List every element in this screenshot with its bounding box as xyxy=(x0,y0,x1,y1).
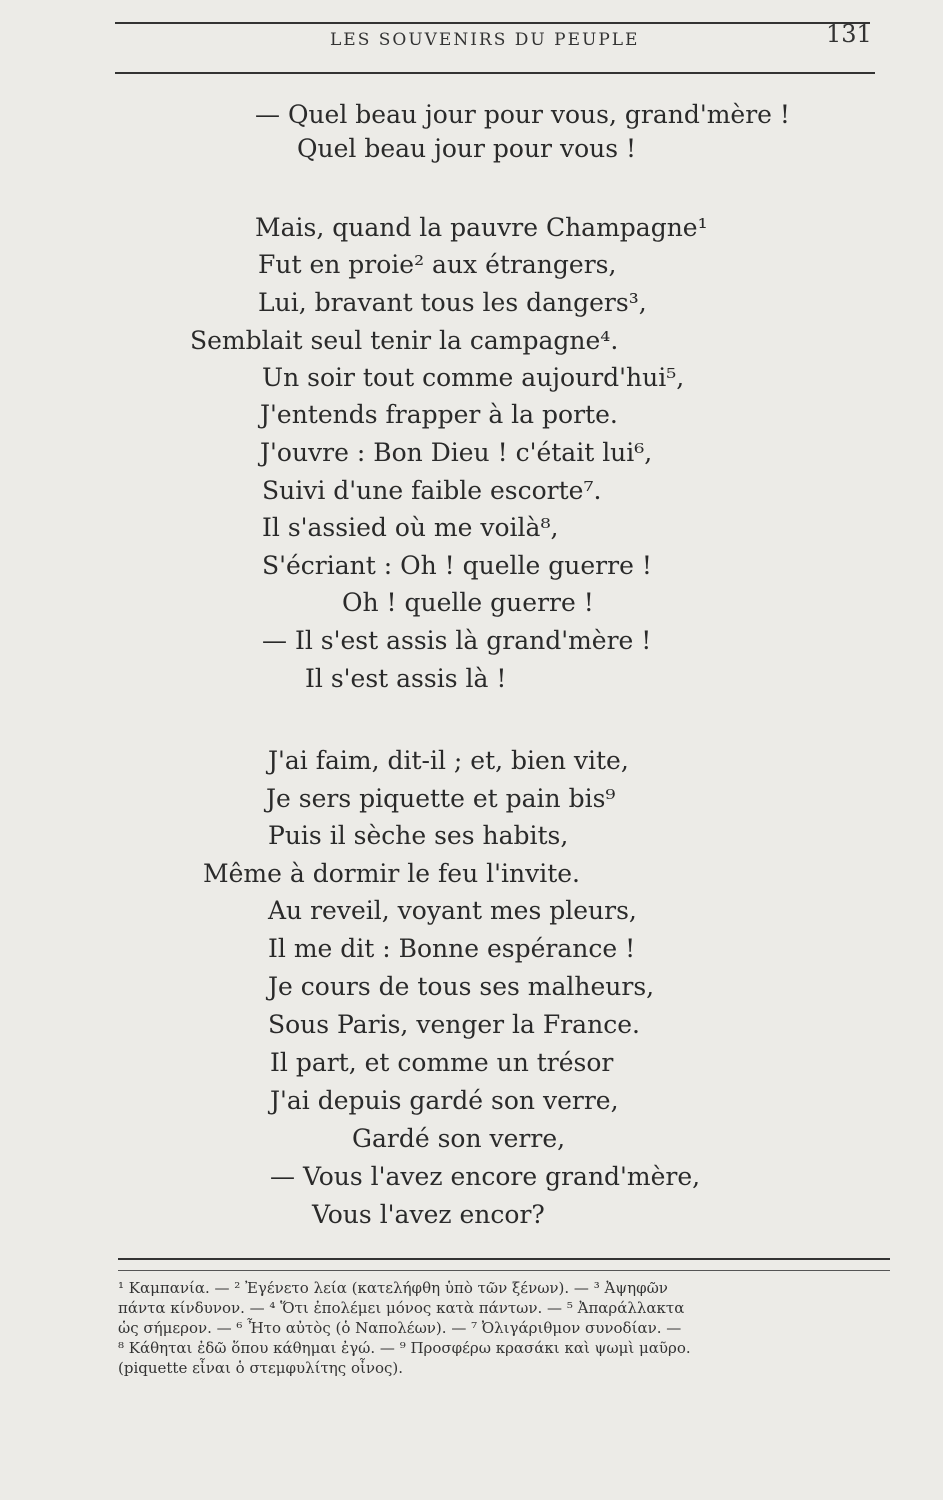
poem-line: J'ai faim, dit-il ; et, bien vite, xyxy=(268,746,629,775)
poem-line: J'ouvre : Bon Dieu ! c'était lui⁶, xyxy=(260,438,653,467)
footnote-rule xyxy=(118,1258,890,1260)
poem-line: — Quel beau jour pour vous, grand'mère ! xyxy=(255,100,790,129)
footnote-line: ¹ Καμπανία. — ² Ἐγένετο λεία (κατελήφθη ὑπὸ τῶν ξένων). — ³ Ἀψηφῶν xyxy=(118,1279,668,1297)
poem-line: Semblait seul tenir la campagne⁴. xyxy=(190,326,619,355)
poem-line: Fut en proie² aux étrangers, xyxy=(258,250,617,279)
poem-line: Vous l'avez encor? xyxy=(312,1200,545,1229)
header-top-rule xyxy=(115,22,870,24)
poem-line: J'entends frapper à la porte. xyxy=(260,400,618,429)
poem-line: Il s'assied où me voilà⁸, xyxy=(262,513,559,542)
poem-line: — Vous l'avez encore grand'mère, xyxy=(270,1162,701,1191)
poem-line: Il s'est assis là ! xyxy=(305,664,507,693)
poem-line: Puis il sèche ses habits, xyxy=(268,821,569,850)
poem-line: Gardé son verre, xyxy=(352,1124,566,1153)
header-bottom-rule xyxy=(115,72,875,74)
running-title: LES SOUVENIRS DU PEUPLE xyxy=(330,30,640,50)
footnote-line: πάντα κίνδυνον. — ⁴ Ὅτι ἐπολέμει μόνος κατὰ πάντων. — ⁵ Ἀπαράλλακτα xyxy=(118,1299,685,1317)
page-number: 131 xyxy=(826,20,872,48)
footnote-line: ⁸ Κάθηται ἐδῶ ὅπου κάθημαι ἐγώ. — ⁹ Προσφέρω κρασάκι καὶ ψωμὶ μαῦρο. xyxy=(118,1339,691,1357)
poem-line: Je sers piquette et pain bis⁹ xyxy=(266,784,616,813)
footnotes xyxy=(118,1278,898,1378)
poem-line: Un soir tout comme aujourd'hui⁵, xyxy=(262,363,685,392)
poem-line: Quel beau jour pour vous ! xyxy=(297,134,637,163)
poem-line: Mais, quand la pauvre Champagne¹ xyxy=(255,213,708,242)
poem-line: Je cours de tous ses malheurs, xyxy=(268,972,655,1001)
poem-line: Lui, bravant tous les dangers³, xyxy=(258,288,647,317)
poem-line: J'ai depuis gardé son verre, xyxy=(270,1086,619,1115)
poem-line: Sous Paris, venger la France. xyxy=(268,1010,640,1039)
poem-line: Oh ! quelle guerre ! xyxy=(342,588,594,617)
poem-line: Au reveil, voyant mes pleurs, xyxy=(268,896,637,925)
footnote-line: (piquette εἶναι ὁ στεμφυλίτης οἶνος). xyxy=(118,1359,404,1377)
poem-line: Il part, et comme un trésor xyxy=(270,1048,614,1077)
poem-line: S'écriant : Oh ! quelle guerre ! xyxy=(262,551,652,580)
poem-line: Il me dit : Bonne espérance ! xyxy=(268,934,636,963)
footnote-line: ὡς σήμερον. — ⁶ Ἦτο αὐτὸς (ὁ Ναπολέων). — ⁷ Ὀλιγάριθμον συνοδίαν. — xyxy=(118,1319,682,1337)
poem-line: — Il s'est assis là grand'mère ! xyxy=(262,626,652,655)
footnote-rule-thin xyxy=(118,1270,890,1271)
poem-line: Suivi d'une faible escorte⁷. xyxy=(262,476,602,505)
poem-line: Même à dormir le feu l'invite. xyxy=(203,859,581,888)
